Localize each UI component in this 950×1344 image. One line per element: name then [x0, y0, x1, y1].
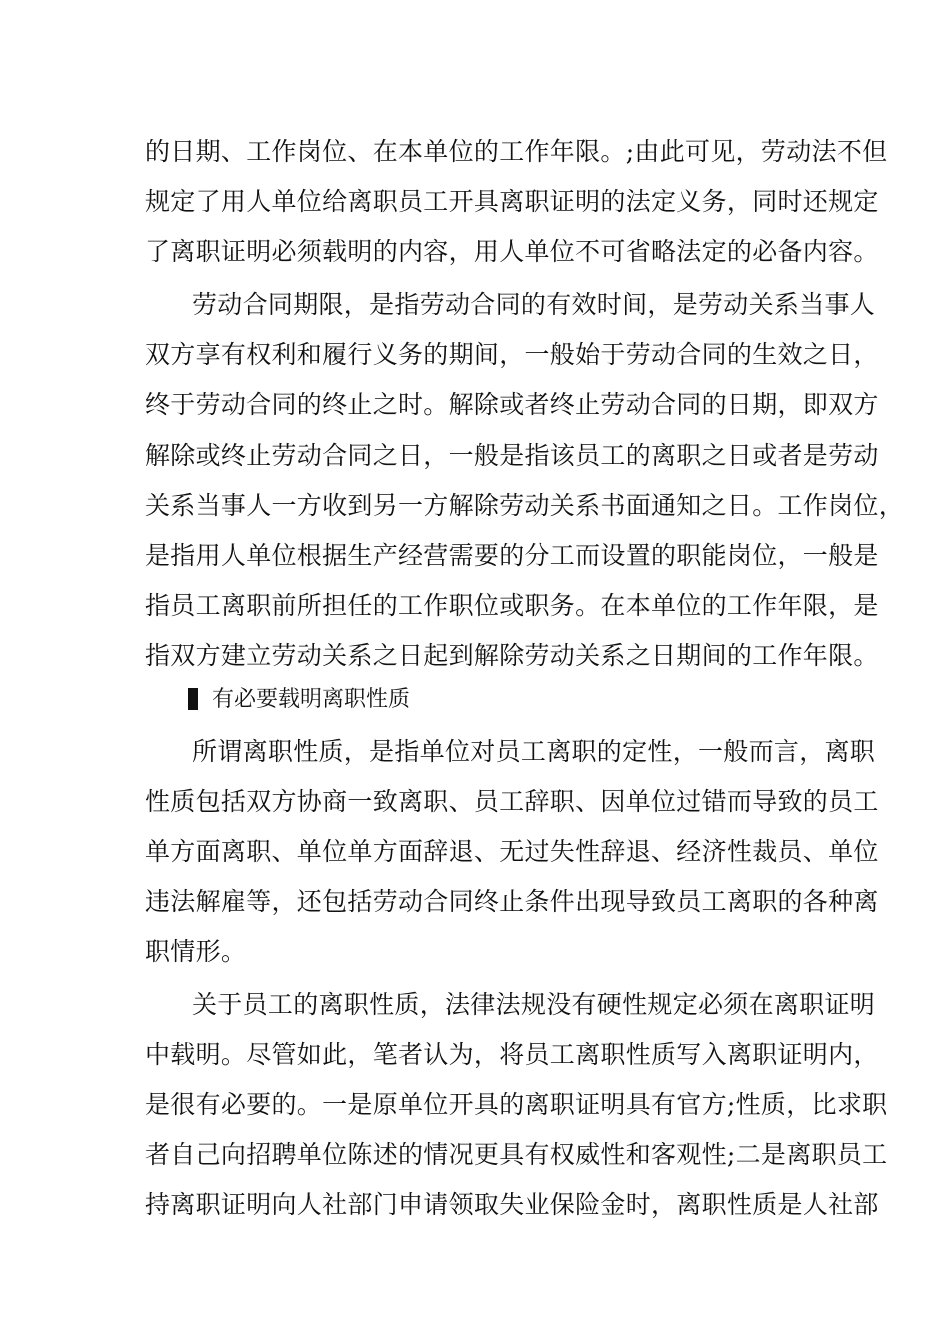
text-line: 者自己向招聘单位陈述的情况更具有权威性和客观性;二是离职员工 [145, 1140, 888, 1169]
text-line: 持离职证明向人社部门申请领取失业保险金时，离职性质是人社部 [145, 1190, 879, 1219]
text-line: 性质包括双方协商一致离职、员工辞职、因单位过错而导致的员工 [145, 787, 879, 816]
text-line: 劳动合同期限，是指劳动合同的有效时间，是劳动关系当事人 [192, 290, 876, 319]
bullet-bar-icon [188, 688, 198, 710]
text-line: 关系当事人一方收到另一方解除劳动关系书面通知之日。工作岗位， [145, 491, 905, 520]
text-line: 关于员工的离职性质，法律法规没有硬性规定必须在离职证明 [192, 990, 876, 1019]
text-line: 解除或终止劳动合同之日，一般是指该员工的离职之日或者是劳动 [145, 441, 879, 470]
text-line: 的日期、工作岗位、在本单位的工作年限。;由此可见，劳动法不但 [145, 137, 888, 166]
section-heading-text: 有必要载明离职性质 [212, 687, 411, 712]
text-line: 双方享有权利和履行义务的期间，一般始于劳动合同的生效之日， [145, 340, 879, 369]
text-line: 单方面离职、单位单方面辞退、无过失性辞退、经济性裁员、单位 [145, 837, 879, 866]
text-line: 是很有必要的。一是原单位开具的离职证明具有官方;性质，比求职 [145, 1090, 888, 1119]
text-line: 规定了用人单位给离职员工开具离职证明的法定义务，同时还规定 [145, 187, 879, 216]
text-line: 终于劳动合同的终止之时。解除或者终止劳动合同的日期，即双方 [145, 390, 879, 419]
text-line: 指双方建立劳动关系之日起到解除劳动关系之日期间的工作年限。 [145, 641, 879, 670]
section-heading [188, 680, 410, 720]
text-line: 指员工离职前所担任的工作职位或职务。在本单位的工作年限，是 [145, 591, 879, 620]
text-line: 中载明。尽管如此，笔者认为，将员工离职性质写入离职证明内， [145, 1040, 879, 1069]
text-line: 是指用人单位根据生产经营需要的分工而设置的职能岗位，一般是 [145, 541, 879, 570]
text-line: 了离职证明必须载明的内容，用人单位不可省略法定的必备内容。 [145, 237, 879, 266]
text-line: 所谓离职性质，是指单位对员工离职的定性，一般而言，离职 [192, 737, 876, 766]
text-line: 职情形。 [145, 937, 247, 966]
text-line: 违法解雇等，还包括劳动合同终止条件出现导致员工离职的各种离 [145, 887, 879, 916]
